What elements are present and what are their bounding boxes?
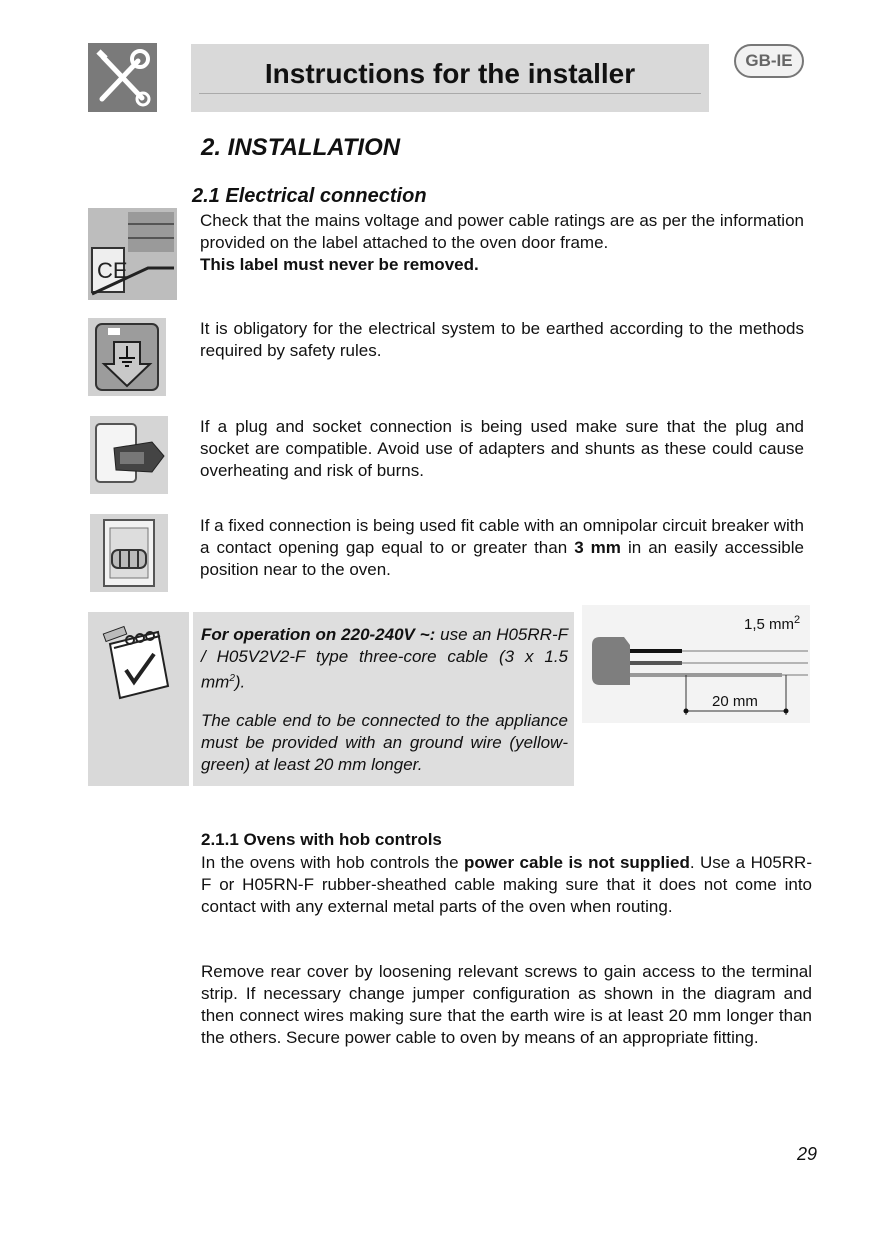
fixed-text-before: If a fixed connection is being used fit cable with an omnipolar circuit breaker with a contact opening gap equal to or greater than (200, 516, 804, 557)
cable-diagram (582, 605, 810, 723)
notepad-check-icon (88, 612, 189, 786)
earth-symbol-icon (88, 318, 166, 396)
note-cable-text: use an H05RR-F / H05V2V2-F type three-core cable (3 x 1.5 mm (201, 625, 568, 692)
diagram-section-label (744, 614, 800, 633)
sub-subsection-title: 2.1.1 Ovens with hob controls (201, 830, 442, 849)
note-voltage: For operation on 220-240V ~: (201, 625, 436, 644)
diagram-section-sup: 2 (794, 614, 801, 626)
fixed-connection-paragraph (200, 515, 804, 581)
header-bar (191, 44, 709, 112)
rear-cover-paragraph: Remove rear cover by loosening relevant screws to gain access to the terminal strip. If necessary change jumper configuration as shown in the diagram and then connect wires making sure that the earth wire is at least 20 mm longer than the others. Secure power cable to oven by means of an appropriate fitting. (201, 962, 812, 1047)
page-title: Instructions for the installer (264, 58, 636, 89)
subsection-title: 2.1 Electrical connection (192, 185, 427, 207)
diagram-length-label: 20 mm (712, 693, 758, 710)
fixed-text-after: in an easily accessible position near to the oven. (200, 538, 804, 579)
note-sup: 2 (229, 673, 235, 684)
region-badge: GB-IE (734, 44, 804, 78)
section-title: 2. INSTALLATION (201, 134, 401, 161)
hob-controls-paragraph (201, 852, 812, 918)
label-text: Check that the mains voltage and power cable ratings are as per the information provided on the label attached to the oven door frame. (200, 211, 804, 252)
page-number: 29 (797, 1144, 818, 1164)
note-cable-end: ). (234, 672, 246, 692)
ce-label-icon (88, 208, 177, 300)
label-paragraph (200, 210, 804, 276)
note-ground-wire: The cable end to be connected to the appliance must be provided with an ground wire (yellow-green) at least 20 mm longer. (201, 711, 568, 774)
note-cable-spec (201, 624, 568, 694)
circuit-breaker-icon (90, 514, 168, 592)
hob-text-after: . Use a H05RR-F or H05RN-F rubber-sheathed cable making sure that it does not come into contact with any external metal parts of the oven when routing. (201, 853, 812, 916)
plug-socket-icon (90, 416, 168, 494)
operation-note (193, 612, 574, 786)
label-warning: This label must never be removed. (200, 255, 479, 274)
svg-text:CE: CE (97, 258, 128, 283)
diagram-section-value: 1,5 mm (744, 616, 795, 633)
plug-paragraph: If a plug and socket connection is being used make sure that the plug and socket are compatible. Avoid use of adapters and shunts as these could cause overheating and risk of burns. (200, 417, 804, 480)
hob-text-before: In the ovens with hob controls the (201, 853, 465, 872)
fixed-gap-value: 3 mm (574, 538, 621, 557)
hob-text-bold: power cable is not supplied (464, 853, 690, 872)
earth-paragraph: It is obligatory for the electrical system to be earthed according to the methods required by safety rules. (200, 319, 804, 360)
header-divider (199, 93, 701, 94)
tools-icon (88, 43, 157, 112)
